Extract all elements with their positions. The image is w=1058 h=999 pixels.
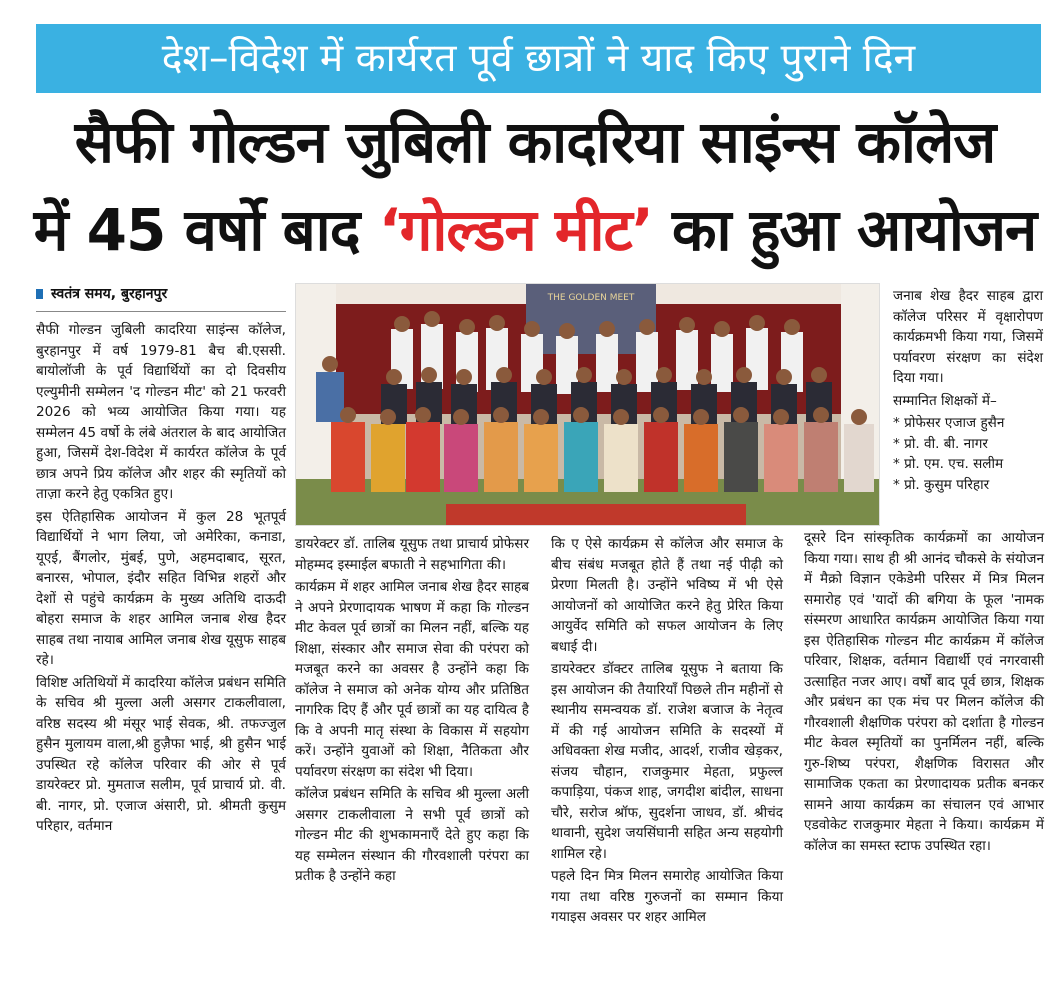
byline-divider: [36, 311, 286, 312]
paragraph: डायरेक्टर डॉक्टर तालिब यूसुफ ने बताया कि इस आयोजन की तैयारियाँ पिछले तीन महीनों से स्थानीय समन्वयक डॉ. राजेश बजाज के नेतृत्व में की गई आयोजन समिति के सदस्यों में अधिवक्ता शेख मजीद, आदर्श, राजीव खेड़कर, संजय चौहान, राजकुमार मेहता, प्रफुल्ल कपाड़िया, पंकज शाह, जगदीश बांदील, साधना चौरे, सरोज श्रॉफ, सुदर्शना जाधव, डॉ. श्रीचंद थावानी, सुदेश जयसिंघानी सहित अन्य सहयोगी शामिल रहे।: [551, 661, 783, 862]
paragraph: पहले दिन मित्र मिलन समारोह आयोजित किया गया तथा वरिष्ठ गुरुजनों का सम्मान किया गयाइस अवसर पर शहर आमिल: [551, 868, 783, 925]
list-item: * प्रो. वी. बी. नागर: [893, 435, 988, 452]
byline: [36, 284, 167, 303]
paragraph: कार्यक्रम में शहर आमिल जनाब शेख हैदर साहब ने अपने प्रेरणादायक भाषण में कहा कि गोल्डन मीट केवल पूर्व छात्रों का मिलन नहीं, बल्कि यह शिक्षा, संस्कार और समाज सेवा की परंपरा को मजबूत करने का अवसर है उन्होंने कहा कि कॉलेज ने समाज को अनेक योग्य और प्रतिष्ठित नागरिक दिए हैं और पूर्व छात्रों का यह दायित्व है कि वे अपनी मातृ संस्था के विकास में सहयोग करें। उन्होंने युवाओं को शिक्षा, नैतिकता और पर्यावरण संरक्षण का संदेश भी दिया।: [295, 579, 529, 780]
article-column-4-top: [893, 286, 1043, 495]
article-column-3: [551, 534, 783, 930]
honored-heading: सम्मानित शिक्षकों में–: [893, 392, 997, 409]
paragraph: इस ऐतिहासिक आयोजन में कुल 28 भूतपूर्व विद्यार्थियों ने भाग लिया, जो अमेरिका, कनाडा, यूएई, बैंगलोर, मुंबई, पुणे, अहमदाबाद, सूरत, बनारस, भोपाल, इंदौर सहित विभिन्न शहरों और देशों से पहुंचे कार्यक्रम के मुख्य अतिथि दाऊदी बोहरा समाज के शहर आमिल जनाब शेख हैदर साहब तथा नायाब आमिल जनाब शेख यूसुफ साहब रहे।: [36, 508, 286, 668]
headline-highlight: ‘गोल्डन मीट’: [378, 196, 653, 264]
article-column-1: [36, 320, 286, 839]
paragraph: डायरेक्टर डॉ. तालिब यूसुफ तथा प्राचार्य प्रोफेसर मोहम्मद इस्माईल बफाती ने सहभागिता की।: [295, 536, 529, 573]
group-photo: [295, 283, 880, 526]
paragraph: विशिष्ट अतिथियों में कादरिया कॉलेज प्रबंधन समिति के सचिव श्री मुल्ला अली असगर टाकलीवाला, वरिष्ठ सदस्य श्री मंसूर भाई सेवक, श्री. तफज्जुल हुसैन मुलायम वाला,श्री हुज़ैफा भाई, श्री हुसैन भाई उपस्थित रहे कॉलेज परिवार की ओर से पूर्व डायरेक्टर प्रो. मुमताज सलीम, पूर्व प्राचार्य प्रो. वी. बी. नागर, प्रो. एजाज अंसारी, प्रो. श्रीमती कुसुम परिहार, वर्तमान: [36, 674, 286, 834]
paragraph: जनाब शेख हैदर साहब द्वारा कॉलेज परिसर में वृक्षारोपण कार्यक्रमभी किया गया, जिसमें पर्यावरण संरक्षण का संदेश दिया गया।: [893, 288, 1043, 386]
kicker-banner: देश–विदेश में कार्यरत पूर्व छात्रों ने याद किए पुराने दिन: [36, 24, 1041, 93]
paragraph: सैफी गोल्डन जुबिली कादरिया साइंन्स कॉलेज, बुरहानपुर में वर्ष 1979-81 बैच बी.एससी. बायोलॉजी के पूर्व विद्यार्थियों का दो दिवसीय एल्युमीनी सम्मेलन 'द गोल्डन मीट' को 21 फरवरी 2026 को भव्य आयोजित किया गया। यह सम्मेलन 45 वर्षो के लंबे अंतराल के बाद आयोजित हुआ, जिसमें देश-विदेश में कार्यरत कॉलेज के पूर्व छात्र अपने प्रिय कॉलेज और शहर की स्मृतियों को ताज़ा करने हेतु एकत्रित हुए।: [36, 322, 286, 502]
paragraph: कॉलेज प्रबंधन समिति के सचिव श्री मुल्ला अली असगर टाकलीवाला ने सभी पूर्व छात्रों को गोल्डन मीट की शुभकामनाएँ देते हुए कहा कि यह सम्मेलन संस्थान की गौरवशाली परंपरा का प्रतीक है उन्होंने कहा: [295, 786, 529, 884]
article-column-2: [295, 534, 529, 889]
group-photo-illustration: [296, 284, 880, 526]
headline-pre: में 45 वर्षो बाद: [33, 196, 379, 264]
byline-marker: [36, 289, 43, 299]
headline-line-1: सैफी गोल्डन जुबिली कादरिया साइंन्स कॉलेज: [74, 108, 996, 176]
article-column-4: [804, 528, 1044, 858]
list-item: * प्रो. कुसुम परिहार: [893, 476, 990, 493]
list-item: * प्रोफेसर एजाज हुसैन: [893, 415, 1005, 431]
headline-post: का हुआ आयोजन: [652, 196, 1037, 264]
honored-teachers-list: [893, 413, 1043, 495]
headline-line-2: [20, 190, 1050, 270]
byline-text: स्वतंत्र समय, बुरहानपुर: [51, 286, 168, 302]
list-item: * प्रो. एम. एच. सलीम: [893, 456, 1004, 472]
banner-text: THE GOLDEN MEET: [547, 293, 635, 303]
paragraph: कि ए ऐसे कार्यक्रम से कॉलेज और समाज के बीच संबंध मजबूत होते हैं तथा नई पीढ़ी को प्रेरणा मिलती है। उन्होंने भविष्य में भी ऐसे आयोजनों को आयोजित करने हेतु प्रेरित किया आयुर्वेद समिति को सफल आयोजन के लिए बधाई दी।: [551, 536, 783, 655]
paragraph: दूसरे दिन सांस्कृतिक कार्यक्रमों का आयोजन किया गया। साथ ही श्री आनंद चौकसे के संयोजन में मैक्रो विज्ञान एकेडेमी परिसर में मित्र मिलन समारोह एवं 'यादों की बगिया के फूल 'नामक संस्मरण आधारित कार्यक्रम आयोजित किया गया इस ऐतिहासिक गोल्डन मीट कार्यक्रम में कॉलेज परिवार, शिक्षक, वर्तमान विद्यार्थी एवं नगरवासी उत्साहित नजर आए। वर्षों बाद पूर्व छात्र, शिक्षक और प्रबंधन का एक मंच पर मिलन कॉलेज की गौरवशाली शैक्षणिक परंपरा को दर्शाता है गोल्डन मीट केवल स्मृतियों का पुनर्मिलन नहीं, बल्कि गुरु-शिष्य परंपरा, शैक्षणिक विरासत और सामाजिक एकता का प्रेरणादायक प्रतीक बनकर सामने आया कार्यक्रम का संचालन एवं आभार एडवोकेट राजकुमार मेहता ने किया। कार्यक्रम में कॉलेज का समस्त स्टाफ उपस्थित रहा।: [804, 530, 1044, 854]
